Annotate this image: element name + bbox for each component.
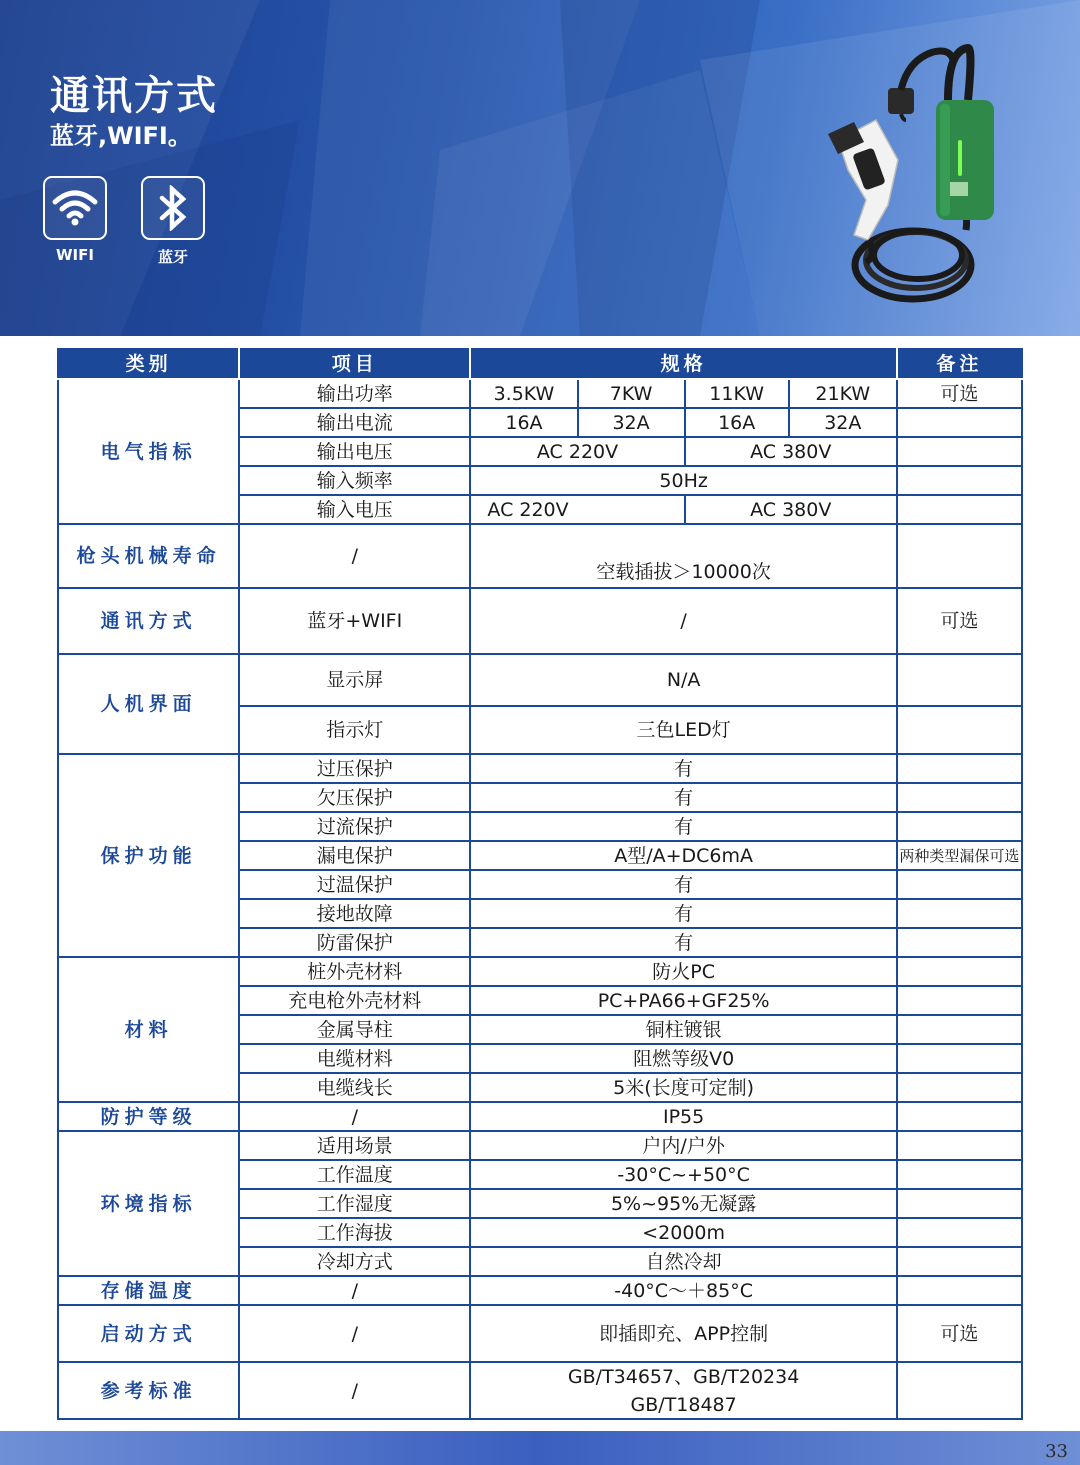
header-spec: 规格 xyxy=(470,349,896,379)
spec-value: 3.5KW xyxy=(470,379,577,408)
standard-line-2: GB/T18487 xyxy=(630,1393,737,1416)
note-value xyxy=(897,466,1022,495)
spec-value: 11KW xyxy=(685,379,789,408)
spec-value: <2000m xyxy=(470,1218,896,1247)
note-value xyxy=(897,495,1022,524)
item-label: 金属导柱 xyxy=(239,1015,470,1044)
spec-value: 7KW xyxy=(578,379,685,408)
item-label: 电缆线长 xyxy=(239,1073,470,1102)
spec-value: 即插即充、APP控制 xyxy=(470,1305,896,1362)
item-label: 电缆材料 xyxy=(239,1044,470,1073)
note-value xyxy=(897,1102,1022,1131)
spec-value: A型/A+DC6mA xyxy=(470,841,896,870)
note-value xyxy=(897,1362,1022,1419)
spec-value: 有 xyxy=(470,812,896,841)
spec-value: 21KW xyxy=(789,379,897,408)
header-note: 备注 xyxy=(897,349,1022,379)
standard-line-1: GB/T34657、GB/T20234 xyxy=(567,1365,800,1388)
spec-value: -30°C~+50°C xyxy=(470,1160,896,1189)
category-standard: 参考标准 xyxy=(58,1362,239,1419)
spec-value: AC 380V xyxy=(685,495,897,524)
note-value xyxy=(897,437,1022,466)
spec-value: 阻燃等级V0 xyxy=(470,1044,896,1073)
note-value xyxy=(897,1276,1022,1305)
note-value xyxy=(897,1247,1022,1276)
spec-value: PC+PA66+GF25% xyxy=(470,986,896,1015)
header-item: 项目 xyxy=(239,349,470,379)
spec-value: 防火PC xyxy=(470,957,896,986)
spec-value: -40°C～＋85°C xyxy=(470,1276,896,1305)
item-label: 欠压保护 xyxy=(239,783,470,812)
note-value xyxy=(897,899,1022,928)
spec-value: 5米(长度可定制) xyxy=(470,1073,896,1102)
note-value xyxy=(897,1218,1022,1247)
spec-value: / xyxy=(470,588,896,654)
note-value xyxy=(897,812,1022,841)
note-value: 两种类型漏保可选 xyxy=(897,841,1022,870)
spec-value: 有 xyxy=(470,928,896,957)
spec-value: 有 xyxy=(470,870,896,899)
item-label: 过流保护 xyxy=(239,812,470,841)
spec-value: 16A xyxy=(685,408,789,437)
item-label: / xyxy=(239,1276,470,1305)
note-value: 可选 xyxy=(897,588,1022,654)
item-label: 充电枪外壳材料 xyxy=(239,986,470,1015)
note-value xyxy=(897,654,1022,706)
table-row xyxy=(58,524,1022,588)
note-value xyxy=(897,1015,1022,1044)
item-label: 漏电保护 xyxy=(239,841,470,870)
spec-value: 户内/户外 xyxy=(470,1131,896,1160)
category-environment: 环境指标 xyxy=(58,1131,239,1276)
note-value xyxy=(897,706,1022,754)
spec-value: 自然冷却 xyxy=(470,1247,896,1276)
note-value xyxy=(897,408,1022,437)
note-value xyxy=(897,1131,1022,1160)
note-value: 可选 xyxy=(897,379,1022,408)
note-value xyxy=(897,870,1022,899)
page-title: 通讯方式 xyxy=(50,73,218,119)
item-label: 接地故障 xyxy=(239,899,470,928)
table-header-row xyxy=(58,349,1022,379)
spec-value: 三色LED灯 xyxy=(470,706,896,754)
page-number: 33 xyxy=(1045,1441,1068,1462)
item-label: / xyxy=(239,1305,470,1362)
table-row xyxy=(58,379,1022,408)
feature-wifi-label: WIFI xyxy=(56,246,94,264)
note-value xyxy=(897,928,1022,957)
note-value xyxy=(897,524,1022,588)
spec-value: 空载插拔＞10000次 xyxy=(470,524,896,588)
ev-charger-image xyxy=(818,40,998,310)
item-label: 过温保护 xyxy=(239,870,470,899)
item-label: 工作湿度 xyxy=(239,1189,470,1218)
category-hmi: 人机界面 xyxy=(58,654,239,754)
spec-table xyxy=(57,348,1023,1420)
note-value xyxy=(897,1073,1022,1102)
note-value xyxy=(897,986,1022,1015)
table-row xyxy=(58,754,1022,783)
item-label: 过压保护 xyxy=(239,754,470,783)
table-row xyxy=(58,957,1022,986)
spec-value: AC 380V xyxy=(685,437,897,466)
category-storage-temp: 存储温度 xyxy=(58,1276,239,1305)
item-label: / xyxy=(239,1362,470,1419)
note-value xyxy=(897,1044,1022,1073)
note-value xyxy=(897,957,1022,986)
header-banner xyxy=(0,0,1080,336)
spec-value: 5%~95%无凝露 xyxy=(470,1189,896,1218)
spec-value xyxy=(470,1362,896,1419)
spec-value: 32A xyxy=(789,408,897,437)
spec-value: N/A xyxy=(470,654,896,706)
item-label: / xyxy=(239,1102,470,1131)
table-row xyxy=(58,1305,1022,1362)
category-communication: 通讯方式 xyxy=(58,588,239,654)
item-label: 输出电压 xyxy=(239,437,470,466)
table-row xyxy=(58,1102,1022,1131)
spec-value: 16A xyxy=(470,408,577,437)
note-value xyxy=(897,783,1022,812)
item-label: 输出功率 xyxy=(239,379,470,408)
table-row xyxy=(58,588,1022,654)
item-label: 输出电流 xyxy=(239,408,470,437)
note-value xyxy=(897,1189,1022,1218)
footer-bar xyxy=(0,1431,1080,1465)
table-row xyxy=(58,1276,1022,1305)
spec-value: AC 220V xyxy=(470,495,684,524)
spec-value: 50Hz xyxy=(470,466,896,495)
item-label: 蓝牙+WIFI xyxy=(239,588,470,654)
table-row xyxy=(58,654,1022,706)
note-value: 可选 xyxy=(897,1305,1022,1362)
spec-value: 有 xyxy=(470,754,896,783)
spec-value: 有 xyxy=(470,783,896,812)
category-electrical: 电气指标 xyxy=(58,379,239,524)
spec-value: IP55 xyxy=(470,1102,896,1131)
feature-bluetooth xyxy=(140,176,206,267)
category-protection: 保护功能 xyxy=(58,754,239,957)
item-label: 输入电压 xyxy=(239,495,470,524)
feature-bluetooth-label: 蓝牙 xyxy=(157,248,188,266)
item-label: 指示灯 xyxy=(239,706,470,754)
item-label: 冷却方式 xyxy=(239,1247,470,1276)
category-plug-life: 枪头机械寿命 xyxy=(58,524,239,588)
spec-value: AC 220V xyxy=(470,437,684,466)
spec-value: 有 xyxy=(470,899,896,928)
category-start-mode: 启动方式 xyxy=(58,1305,239,1362)
item-label: 桩外壳材料 xyxy=(239,957,470,986)
feature-wifi xyxy=(42,176,108,264)
category-ip-rating: 防护等级 xyxy=(58,1102,239,1131)
item-label: 显示屏 xyxy=(239,654,470,706)
page-subtitle: 蓝牙,WIFI。 xyxy=(50,122,192,150)
header-category: 类别 xyxy=(58,349,239,379)
category-material: 材料 xyxy=(58,957,239,1102)
spec-value: 铜柱镀银 xyxy=(470,1015,896,1044)
item-label: 输入频率 xyxy=(239,466,470,495)
item-label: 工作温度 xyxy=(239,1160,470,1189)
item-label: 防雷保护 xyxy=(239,928,470,957)
item-label: / xyxy=(239,524,470,588)
table-row xyxy=(58,1362,1022,1419)
table-row xyxy=(58,1131,1022,1160)
item-label: 适用场景 xyxy=(239,1131,470,1160)
item-label: 工作海拔 xyxy=(239,1218,470,1247)
note-value xyxy=(897,754,1022,783)
spec-value: 32A xyxy=(578,408,685,437)
note-value xyxy=(897,1160,1022,1189)
wifi-icon xyxy=(52,188,98,228)
bluetooth-icon xyxy=(157,185,189,231)
